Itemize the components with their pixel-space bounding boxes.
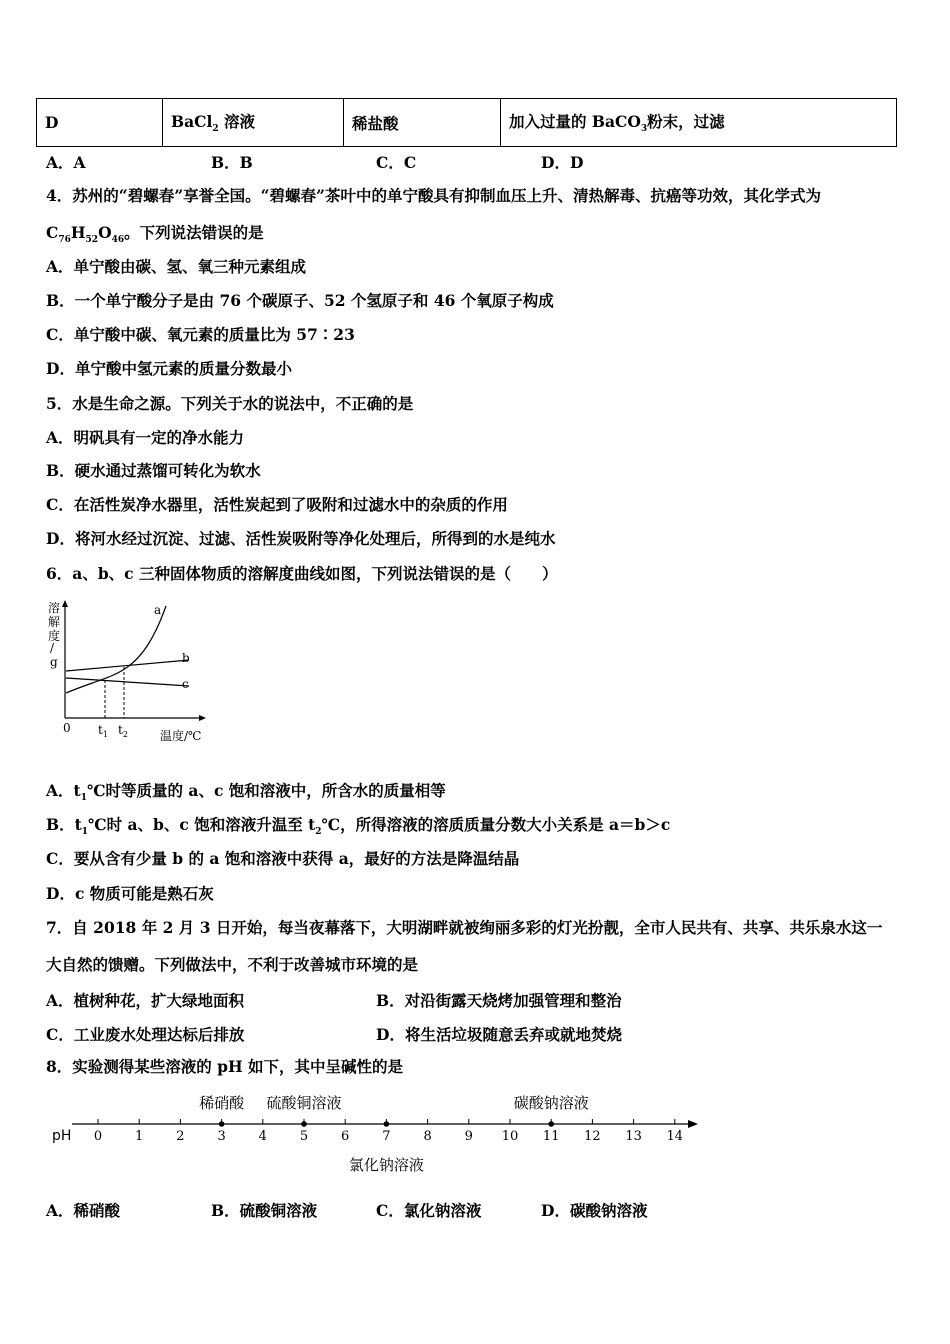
answer-table-row — [36, 98, 897, 147]
q4-option-c[interactable]: C．单宁酸中碳、氧元素的质量比为 57∶23 — [46, 325, 355, 344]
ph-tick-label: 7 — [382, 1129, 391, 1144]
q8-option-b[interactable]: B．硫酸铜溶液 — [211, 1201, 318, 1220]
ph-tick-label: 9 — [464, 1129, 473, 1144]
q5-option-a[interactable]: A．明矾具有一定的净水能力 — [46, 428, 245, 447]
q8-option-c[interactable]: C．氯化钠溶液 — [376, 1201, 482, 1220]
q7-option-b[interactable]: B．对沿街露天烧烤加强管理和整治 — [376, 991, 622, 1010]
q3-option-a[interactable]: A．A — [46, 153, 86, 172]
ph-marker-dot — [548, 1121, 554, 1127]
solubility-curve-graph — [44, 598, 214, 748]
q4-option-b[interactable]: B．一个单宁酸分子是由 76 个碳原子、52 个氢原子和 46 个氧原子构成 — [46, 291, 554, 310]
curve-label-b: b — [182, 651, 190, 665]
q6-option-a[interactable]: A．$t_1℃$时等质量的 a、c 饱和溶液中，所含水的质量相等 — [46, 781, 446, 804]
q4-formula: $C_{76}H_{52}O_{46}$。下列说法错误的是 — [46, 223, 264, 246]
curve-label-a: a — [154, 603, 162, 617]
q5-option-d[interactable]: D．将河水经过沉淀、过滤、活性炭吸附等净化处理后，所得到的水是纯水 — [46, 529, 556, 548]
t2-label: $t_2$ — [118, 723, 128, 739]
ph-marker-label: 氯化钠溶液 — [348, 1156, 424, 1174]
ph-tick-label: 14 — [666, 1129, 684, 1144]
q7-options-row2 — [46, 1023, 622, 1045]
ph-axis-label: pH — [52, 1128, 72, 1144]
ph-marker-dot — [219, 1121, 225, 1127]
ph-marker-label: 硫酸铜溶液 — [266, 1094, 342, 1112]
ph-tick-label: 6 — [341, 1129, 350, 1144]
q7-stem-line2: 大自然的馈赠。下列做法中，不利于改善城市环境的是 — [46, 955, 419, 974]
y-axis-label-char: 度 — [48, 629, 61, 643]
q5-option-c[interactable]: C．在活性炭净水器里，活性炭起到了吸附和过滤水中的杂质的作用 — [46, 495, 508, 514]
q6-option-c[interactable]: C．要从含有少量 b 的 a 饱和溶液中获得 a，最好的方法是降温结晶 — [46, 849, 520, 868]
ph-tick-label: 0 — [93, 1129, 103, 1144]
origin-label: 0 — [63, 721, 71, 735]
q3-option-d[interactable]: D．D — [541, 153, 584, 172]
q8-option-d[interactable]: D．碳酸钠溶液 — [541, 1201, 648, 1220]
q4-option-a[interactable]: A．单宁酸由碳、氢、氧三种元素组成 — [46, 257, 307, 276]
table-cell-impurity: 稀盐酸 — [344, 99, 501, 147]
y-axis-label-char: 解 — [48, 615, 61, 629]
q4-option-d[interactable]: D．单宁酸中氢元素的质量分数最小 — [46, 359, 292, 378]
q6-stem: 6．a、b、c 三种固体物质的溶解度曲线如图，下列说法错误的是（ ） — [46, 564, 558, 583]
curve-c — [66, 678, 189, 686]
ph-tick-label: 1 — [135, 1129, 144, 1144]
ph-tick-label: 4 — [258, 1129, 267, 1144]
q6-option-d[interactable]: D．c 物质可能是熟石灰 — [46, 884, 214, 903]
ph-marker-dot — [301, 1121, 307, 1127]
ph-tick-label: 12 — [584, 1129, 601, 1144]
q7-stem-line1: 7．自 2018 年 2 月 3 日开始，每当夜幕落下，大明湖畔就被绚丽多彩的灯光扮靓，全市人民共有、共享、共乐泉水这一 — [46, 918, 883, 937]
ph-tick-label: 2 — [176, 1129, 185, 1144]
ph-tick-label: 8 — [423, 1129, 432, 1144]
ph-tick-label: 13 — [625, 1129, 642, 1144]
q7-option-c[interactable]: C．工业废水处理达标后排放 — [46, 1025, 245, 1044]
q7-option-a[interactable]: A．植树种花，扩大绿地面积 — [46, 991, 245, 1010]
x-axis-arrow — [199, 715, 206, 721]
curve-a — [66, 606, 166, 693]
q3-option-c[interactable]: C．C — [376, 153, 417, 172]
ph-axis-arrow — [688, 1120, 698, 1128]
ph-tick-label: 5 — [299, 1129, 309, 1144]
y-axis-arrow — [62, 600, 68, 607]
ph-marker-label: 稀硝酸 — [199, 1094, 245, 1112]
y-axis-label-char: 溶 — [48, 601, 61, 615]
q8-option-a[interactable]: A．稀硝酸 — [46, 1201, 121, 1220]
table-cell-reagent: BaCl$_2$ 溶液 — [163, 99, 344, 147]
table-cell-option: D — [37, 99, 163, 147]
ph-tick-label: 11 — [542, 1129, 560, 1144]
q8-options — [46, 1199, 647, 1221]
q5-option-b[interactable]: B．硬水通过蒸馏可转化为软水 — [46, 461, 261, 480]
ph-scale-diagram — [40, 1085, 720, 1180]
q7-options-row1 — [46, 989, 622, 1011]
ph-marker-label: 碳酸钠溶液 — [513, 1094, 589, 1112]
y-axis-label-char: g — [50, 655, 58, 669]
ph-tick-label: 10 — [501, 1129, 519, 1144]
q4-stem: 4．苏州的“碧螺春”享誉全国。“碧螺春”茶叶中的单宁酸具有抑制血压上升、清热解毒、抗癌等功效，其化学式为 — [46, 186, 821, 205]
t1-label: $t_1$ — [98, 723, 108, 739]
y-axis-label-char: / — [50, 641, 55, 655]
q3-option-b[interactable]: B．B — [211, 153, 253, 172]
q3-options — [46, 151, 583, 173]
x-axis-label: 温度/℃ — [160, 729, 202, 743]
ph-marker-dot — [384, 1121, 390, 1127]
ph-tick-label: 3 — [217, 1129, 226, 1144]
q8-stem: 8．实验测得某些溶液的 pH 如下，其中呈碱性的是 — [46, 1057, 404, 1076]
table-cell-method: 加入过量的 BaCO$_3$粉末，过滤 — [501, 99, 897, 147]
q7-option-d[interactable]: D．将生活垃圾随意丢弃或就地焚烧 — [376, 1025, 622, 1044]
curve-b — [66, 660, 189, 671]
curve-label-c: c — [182, 677, 189, 691]
q6-option-b[interactable]: B．$t_1℃$时 a、b、c 饱和溶液升温至 $t_2℃$，所得溶液的溶质质量分数大小关系是 a＝b＞c — [46, 815, 671, 838]
q5-stem: 5．水是生命之源。下列关于水的说法中，不正确的是 — [46, 394, 414, 413]
